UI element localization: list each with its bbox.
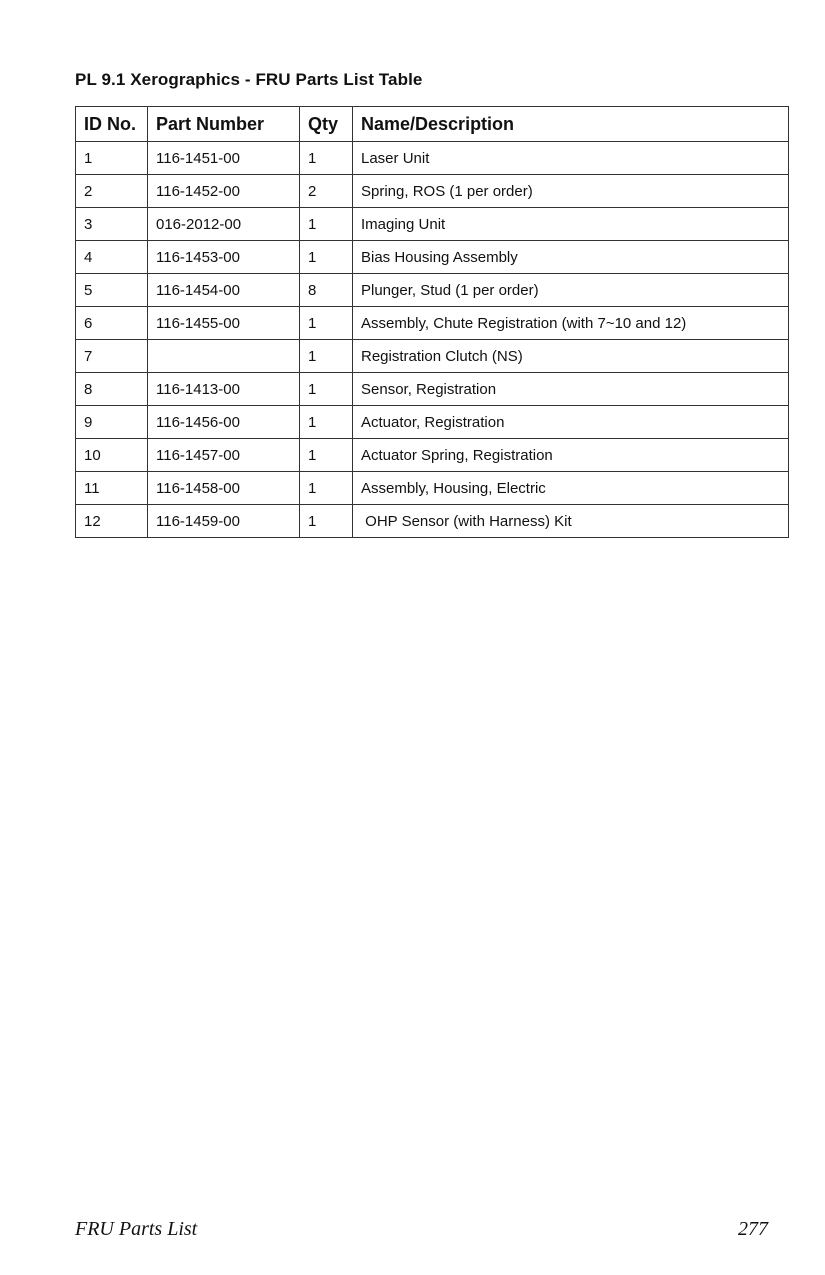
cell-description: Plunger, Stud (1 per order) [353,274,789,307]
table-title: PL 9.1 Xerographics - FRU Parts List Table [75,70,423,89]
cell-qty: 1 [300,472,353,505]
table-row [76,241,789,274]
cell-qty: 1 [300,439,353,472]
cell-qty: 1 [300,142,353,175]
cell-qty: 1 [300,373,353,406]
cell-part-number [148,340,300,373]
cell-qty: 1 [300,340,353,373]
cell-part-number: 116-1451-00 [148,142,300,175]
cell-description: Bias Housing Assembly [353,241,789,274]
cell-part-number: 116-1458-00 [148,472,300,505]
cell-part-number: 116-1459-00 [148,505,300,538]
cell-description: Actuator, Registration [353,406,789,439]
cell-id: 7 [76,340,148,373]
cell-part-number: 116-1453-00 [148,241,300,274]
cell-description: Assembly, Chute Registration (with 7~10 and 12) [353,307,789,340]
table-header-row [76,107,789,142]
cell-part-number: 016-2012-00 [148,208,300,241]
cell-description: OHP Sensor (with Harness) Kit [353,505,789,538]
table-row [76,142,789,175]
cell-qty: 1 [300,505,353,538]
table-row [76,175,789,208]
table-row [76,340,789,373]
cell-qty: 1 [300,307,353,340]
table-row [76,307,789,340]
table-row [76,505,789,538]
cell-qty: 8 [300,274,353,307]
footer-page-number: 277 [738,1218,768,1240]
cell-qty: 2 [300,175,353,208]
cell-description: Sensor, Registration [353,373,789,406]
cell-id: 9 [76,406,148,439]
table-row [76,439,789,472]
table-row [76,208,789,241]
cell-id: 6 [76,307,148,340]
parts-list-table [75,106,789,538]
table-row [76,274,789,307]
table-row [76,373,789,406]
cell-part-number: 116-1452-00 [148,175,300,208]
table-row [76,406,789,439]
cell-id: 1 [76,142,148,175]
cell-id: 2 [76,175,148,208]
cell-part-number: 116-1413-00 [148,373,300,406]
cell-description: Assembly, Housing, Electric [353,472,789,505]
cell-qty: 1 [300,241,353,274]
cell-id: 8 [76,373,148,406]
header-name-description: Name/Description [353,107,789,142]
cell-id: 10 [76,439,148,472]
cell-id: 11 [76,472,148,505]
cell-id: 3 [76,208,148,241]
cell-description: Imaging Unit [353,208,789,241]
cell-id: 4 [76,241,148,274]
cell-description: Actuator Spring, Registration [353,439,789,472]
cell-part-number: 116-1456-00 [148,406,300,439]
cell-description: Laser Unit [353,142,789,175]
cell-part-number: 116-1454-00 [148,274,300,307]
header-qty: Qty [300,107,353,142]
cell-qty: 1 [300,208,353,241]
header-id-no: ID No. [76,107,148,142]
table-row [76,472,789,505]
cell-description: Spring, ROS (1 per order) [353,175,789,208]
cell-id: 12 [76,505,148,538]
footer-section-title: FRU Parts List [75,1218,198,1240]
cell-id: 5 [76,274,148,307]
cell-description: Registration Clutch (NS) [353,340,789,373]
cell-part-number: 116-1455-00 [148,307,300,340]
header-part-number: Part Number [148,107,300,142]
cell-qty: 1 [300,406,353,439]
cell-part-number: 116-1457-00 [148,439,300,472]
